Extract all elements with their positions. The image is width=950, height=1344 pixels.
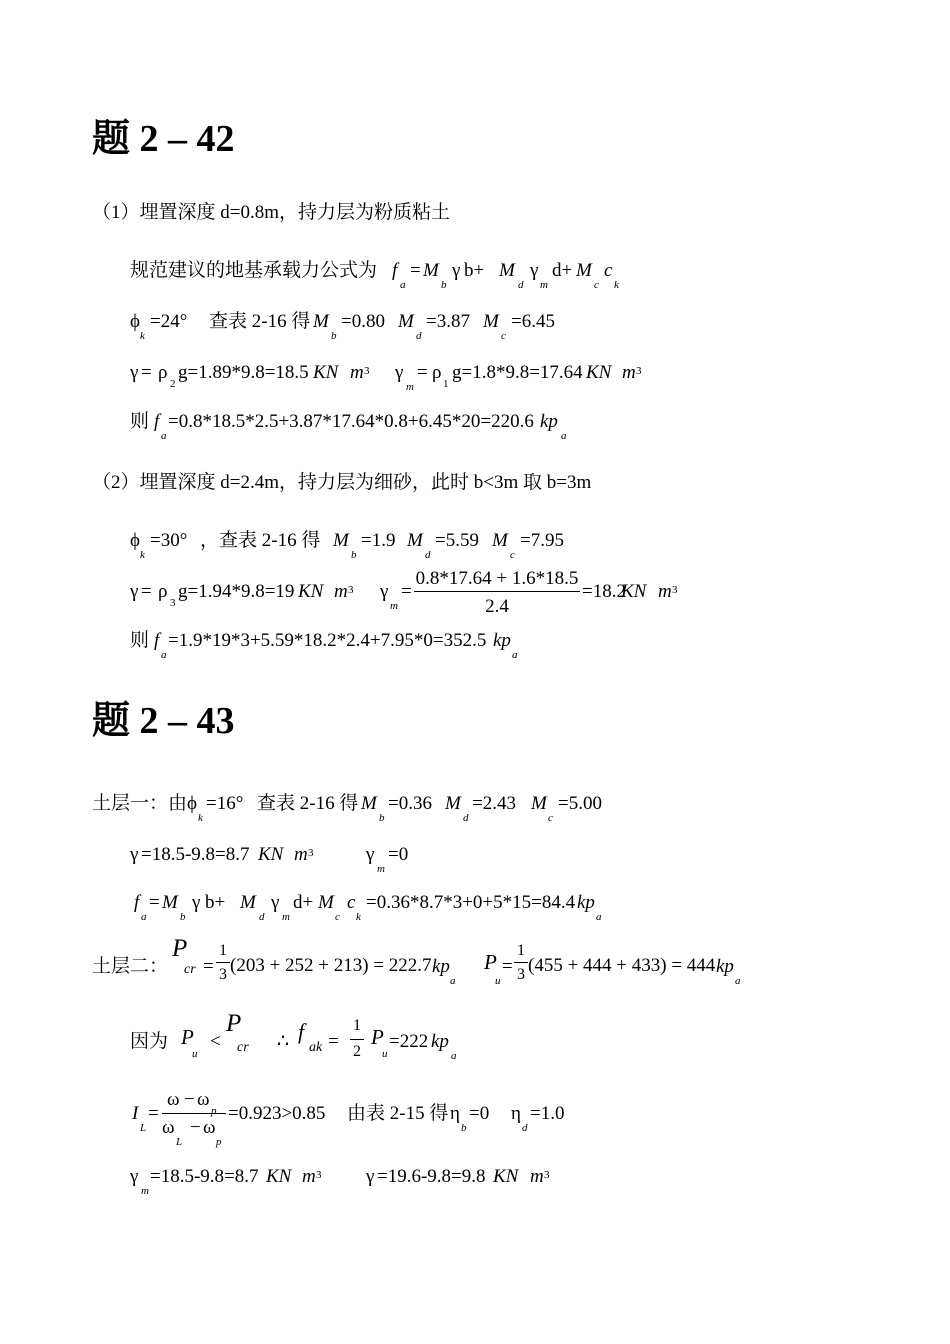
fraction-bar [350, 1039, 364, 1040]
fraction-bar [414, 591, 580, 592]
part2-title: （2）埋置深度 d=2.4m，持力层为细砂，此时 b<3m 取 b=3m [92, 472, 592, 493]
fraction-bar [216, 962, 230, 963]
page: 题 2 – 42 （1）埋置深度 d=0.8m，持力层为粉质粘土 规范建议的地基承载力公式为 f a = M b γ b+ M d γ m d+ M c c k ϕ k =24° 查表 2-16 得 M b =0.80 M d =3.87 M c =6.45 γ = ρ 2 g=1.89*9.8=18.5 KN m 3 γ m = ρ 1 g=1.8*9.8=17.64 KN m 3 则 f a =0.8*18.5*2.5+3.87*17.64*0.8+6.45*20=220.6 kp a （2）埋置深度 d=2.4m，持力层为细砂，此时 b<3m 取 b=3m ϕ k =30° ， 查表 2-16 得 M b =1.9 M d =5.59 M c =7.95 γ = ρ 3 g=1.94*9.8=19 KN m 3 γ m = 0.8*17.64 + 1.6*18.5 2.4 =18.2 KN m 3 则 f a =1.9*19*3+5.59*18.2*2.4+7.95*0=352.5 kp a 题 2 – 43 土层一：由 ϕ k =16° 查表 2-16 得 M b =0.36 M d =2.43 M c =5.00 γ =18.5-9.8=8.7 KN m 3 γ m =0 f a = M b γ b+ M d γ m d+ M c c k =0.36*8.7*3+0+5*15=84.4 kp a 土层二： P cr = 1 3 (203 + 252 + 213) = 222.7 kp a P u = 1 3 (455 + 444 + 433) = 444 kp a 因为 P u < P cr ∴ f ak = 1 2 P u =222 kp a I L = ω − ω p ω − ω L p =0.923>0.85 由表 2-15 得 η b =0 η d =1.0 γ m =18.5-9.8=8.7 KN m 3 γ =19.6-9.8=9.8 KN m 3 [0, 0, 950, 1344]
part1-title: （1）埋置深度 d=0.8m，持力层为粉质粘土 [92, 202, 450, 223]
heading-2-42: 题 2 – 42 [92, 118, 235, 160]
heading-2-43: 题 2 – 43 [92, 700, 235, 742]
fraction-bar [514, 962, 528, 963]
